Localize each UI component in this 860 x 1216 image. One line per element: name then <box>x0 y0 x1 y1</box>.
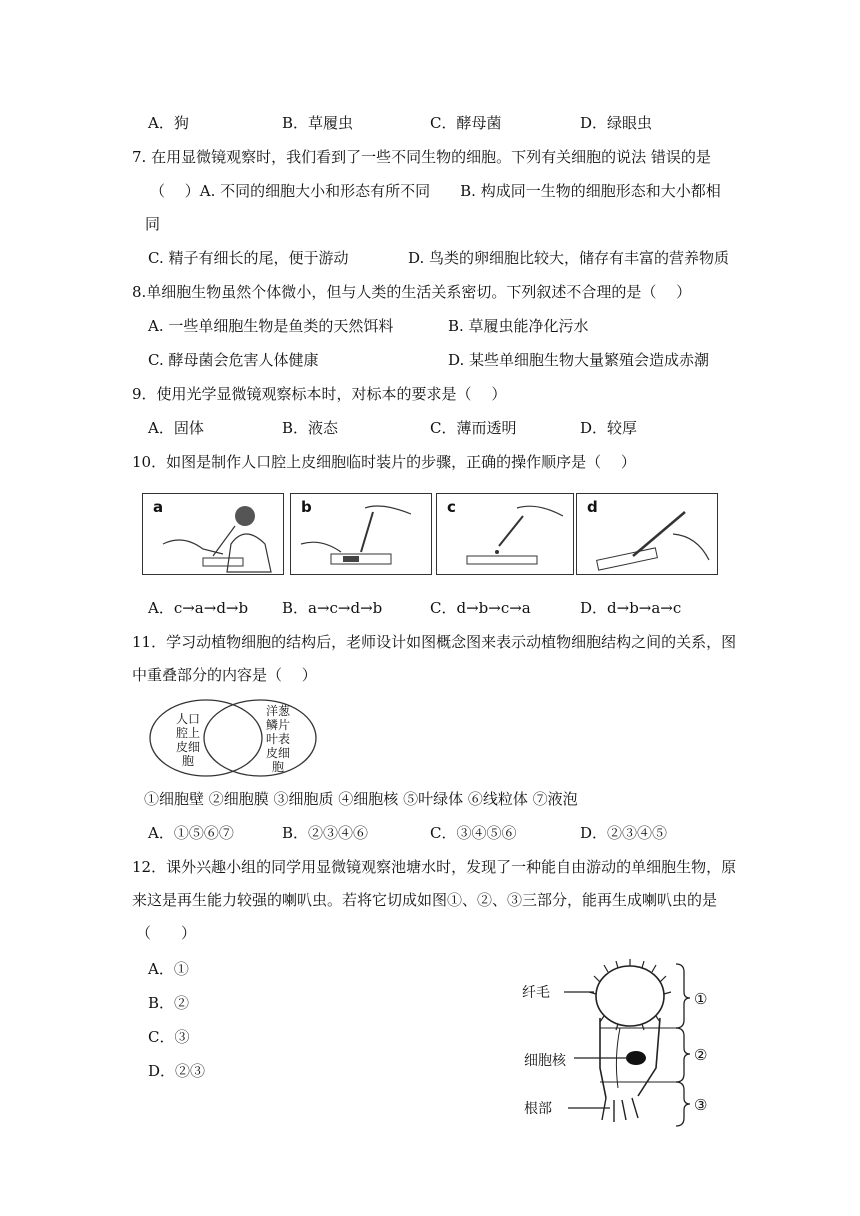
q9-option-b: B．液态 <box>282 419 339 437</box>
q9-option-a: A．固体 <box>148 419 204 437</box>
q8-option-a: A. 一些单细胞生物是鱼类的天然饵料 <box>148 317 394 335</box>
q9-option-c: C．薄而透明 <box>430 419 517 437</box>
q12-stem-line1: 12．课外兴趣小组的同学用显微镜观察池塘水时，发现了一种能自由游动的单细胞生物，原 <box>132 858 737 876</box>
q11-option-d: D．②③④⑤ <box>580 824 668 842</box>
q6-option-c: C．酵母菌 <box>430 114 502 132</box>
q9-option-d: D．较厚 <box>580 419 638 437</box>
venn-left-line: 皮细 <box>175 740 200 754</box>
q11-option-c: C．③④⑤⑥ <box>430 824 517 842</box>
q8-option-b: B. 草履虫能净化污水 <box>448 317 589 335</box>
q11-stem-line2: 中重叠部分的内容是（ ） <box>132 666 317 684</box>
q10-panel-a-illustration <box>143 494 283 574</box>
q7-option-d: D. 鸟类的卵细胞比较大，储存有丰富的营养物质 <box>408 249 730 267</box>
venn-left-line: 人口 <box>175 712 200 726</box>
q12-stem-line3: （ ） <box>136 924 197 942</box>
label-cilia: 纤毛 <box>522 985 550 1001</box>
q11-option-b: B．②③④⑥ <box>282 824 369 842</box>
q10-panel-b-illustration <box>291 494 431 574</box>
label-root: 根部 <box>524 1101 552 1117</box>
q10-stem: 10．如图是制作人口腔上皮细胞临时装片的步骤，正确的操作顺序是（ ） <box>132 453 636 471</box>
venn-left-line: 胞 <box>181 754 194 768</box>
q7-line2: （ ）A. 不同的细胞大小和形态有所不同 B. 构成同一生物的细胞形态和大小都相 <box>150 182 721 200</box>
venn-right-line: 皮细 <box>265 746 290 760</box>
q8-stem: 8.单细胞生物虽然个体微小，但与人类的生活关系密切。下列叙述不合理的是（ ） <box>132 283 692 301</box>
q12-stem-line2: 来这是再生能力较强的喇叭虫。若将它切成如图①、②、③三部分，能再生成喇叭虫的是 <box>132 891 718 909</box>
q10-panel-d-letter: d <box>587 498 598 516</box>
q12-option-b: B．② <box>148 994 190 1012</box>
q10-panel-b-letter: b <box>301 498 312 516</box>
q10-option-d: D．d→b→a→c <box>580 599 682 617</box>
q11-stem-line1: 11．学习动植物细胞的结构后，老师设计如图概念图来表示动植物细胞结构之间的关系，图 <box>132 633 737 651</box>
q10-panel-a <box>142 493 284 575</box>
q7-line3: 同 <box>145 215 161 233</box>
venn-right-label <box>262 704 294 774</box>
q8-option-d: D. 某些单细胞生物大量繁殖会造成赤潮 <box>448 351 710 369</box>
part-3-label: ③ <box>694 1096 708 1114</box>
q7-option-c: C. 精子有细长的尾，便于游动 <box>148 249 349 267</box>
q12-option-d: D．②③ <box>148 1062 206 1080</box>
q8-option-c: C. 酵母菌会危害人体健康 <box>148 351 319 369</box>
q6-option-d: D．绿眼虫 <box>580 114 653 132</box>
q10-panel-b <box>290 493 432 575</box>
venn-right-line: 胞 <box>271 760 284 774</box>
q10-panel-c <box>436 493 574 575</box>
q10-panel-d <box>576 493 718 575</box>
venn-left-label <box>172 712 204 768</box>
q7-stem: 7. 在用显微镜观察时，我们看到了一些不同生物的细胞。下列有关细胞的说法 错误的是 <box>132 148 711 166</box>
venn-right-circle <box>204 700 316 776</box>
venn-left-line: 腔上 <box>175 726 200 740</box>
q10-panel-c-letter: c <box>447 498 456 516</box>
part-1-label: ① <box>694 990 708 1008</box>
venn-right-line: 叶表 <box>265 732 290 746</box>
label-nucleus: 细胞核 <box>524 1053 566 1069</box>
q10-option-b: B．a→c→d→b <box>282 599 383 617</box>
venn-right-line: 洋葱 <box>265 704 290 718</box>
venn-left-circle <box>150 700 262 776</box>
venn-right-line: 鳞片 <box>265 718 290 732</box>
q10-panel-c-illustration <box>437 494 573 574</box>
q11-items: ①细胞壁 ②细胞膜 ③细胞质 ④细胞核 ⑤叶绿体 ⑥线粒体 ⑦液泡 <box>144 790 578 808</box>
q9-stem: 9．使用光学显微镜观察标本时，对标本的要求是（ ） <box>132 385 507 403</box>
part-2-label: ② <box>694 1046 708 1064</box>
q12-option-a: A．① <box>148 960 189 978</box>
q6-option-a: A．狗 <box>148 114 189 132</box>
q6-option-b: B．草履虫 <box>282 114 354 132</box>
q12-option-c: C．③ <box>148 1028 190 1046</box>
q10-option-c: C．d→b→c→a <box>430 599 531 617</box>
q10-panel-d-illustration <box>577 494 717 574</box>
q10-panel-a-letter: a <box>153 498 164 516</box>
q11-option-a: A．①⑤⑥⑦ <box>148 824 234 842</box>
q10-option-a: A．c→a→d→b <box>148 599 249 617</box>
